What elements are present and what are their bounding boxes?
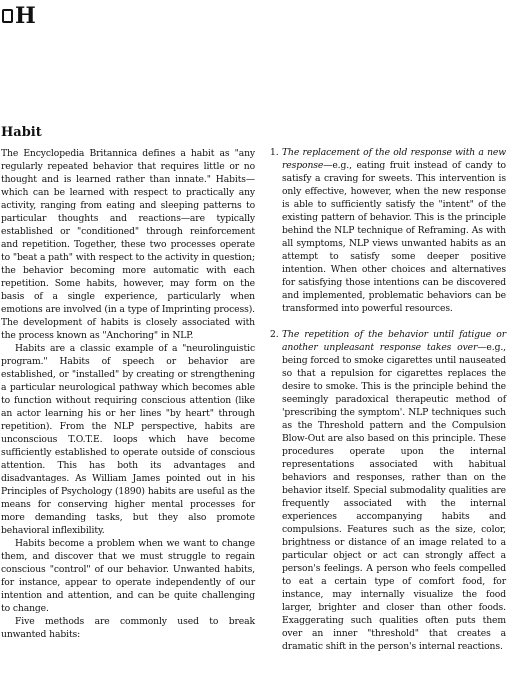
list-item-lead: The repetition of the behavior until fatigue or another unpleasant response takes over <box>282 329 506 353</box>
right-column <box>270 146 506 653</box>
paragraph-problem: Habits become a problem when we want to change them, and discover that we must struggle to regain conscious "control" of our behavior. Unwanted habits, for instance, appear to operate independently of our intention and attention, and can be quite challenging to change. <box>1 538 255 614</box>
paragraph-definition: The Encyclopedia Britannica defines a habit as "any regularly repeated behavior that requires little or no thought and is learned rather than innate." Habits—which can be learned with respect to practically any activity, ranging from eating and sleeping patterns to particular thoughts and reactions—are typically established or "conditioned" through reinforcement and repetition. Together, these two processes operate to "beat a path" with respect to the activity in question; the behavior becoming more automatic with each repetition. Some habits, however, may form on the basis of a single experience, particularly when emotions are involved (in a type of Imprinting process). The development of habits is closely associated with the process known as "Anchoring" in NLP. <box>1 148 255 341</box>
list-item-number: 1. <box>270 147 279 158</box>
left-column <box>1 147 255 641</box>
list-item-number: 2. <box>270 329 279 340</box>
paragraph-neurolinguistic: Habits are a classic example of a "neurolinguistic program." Habits of speech or behavior are established, or "installed" by creating or strengthening a particular neurological pathway which becomes able to function without requiring conscious attention (like an actor learning his or her lines "by heart" through repetition). From the NLP perspective, habits are unconscious T.O.T.E. loops which have become sufficiently established to operate outside of conscious attention. This has both its advantages and disadvantages. As William James pointed out in his Principles of Psychology (1890) habits are useful as the means for conserving higher mental processes for more demanding tasks, but they also promote behavioral inflexibility. <box>1 343 255 536</box>
paragraph-methods-intro: Five methods are commonly used to break unwanted habits: <box>1 616 255 640</box>
list-item-body: —e.g., being forced to smoke cigarettes until nauseated so that a repulsion for cigarettes replaces the desire to smoke. This is the principle behind the seemingly paradoxical therapeutic method of 'prescribing the symptom'. NLP techniques such as the Threshold pattern and the Compulsion Blow-Out are also based on this principle. These procedures operate upon the internal representations associated with habitual behaviors and responses, rather than on the behavior itself. Special submodality qualities are frequently associated with the internal experiences accompanying habits and compulsions. Features such as the size, color, brightness or distance of an image related to a particular object or act can strongly affect a person's feelings. A person who feels compelled to eat a certain type of comfort food, for instance, may internally visualize the food larger, brighter and closer than other foods. Exaggerating such qualities often puts them over an inner "threshold" that creates a dramatic shift in the person's internal reactions. <box>282 342 506 652</box>
section-square-icon <box>2 9 13 23</box>
list-item-lead: The replacement of the old response with a new response <box>282 147 506 171</box>
list-item <box>270 146 506 315</box>
section-letter: H <box>15 3 36 29</box>
section-header <box>2 4 36 28</box>
list-item-body: —e.g., eating fruit instead of candy to satisfy a craving for sweets. This intervention is only effective, however, when the new response is able to sufficiently satisfy the "intent" of the existing pattern of behavior. This is the principle behind the NLP technique of Reframing. As with all symptoms, NLP views unwanted habits as an attempt to satisfy some deeper positive intention. When other choices and alternatives for satisfying those intentions can be discovered and implemented, problematic behaviors can be transformed into powerful resources. <box>282 160 506 314</box>
list-item <box>270 328 506 653</box>
entry-heading: Habit <box>1 125 42 140</box>
